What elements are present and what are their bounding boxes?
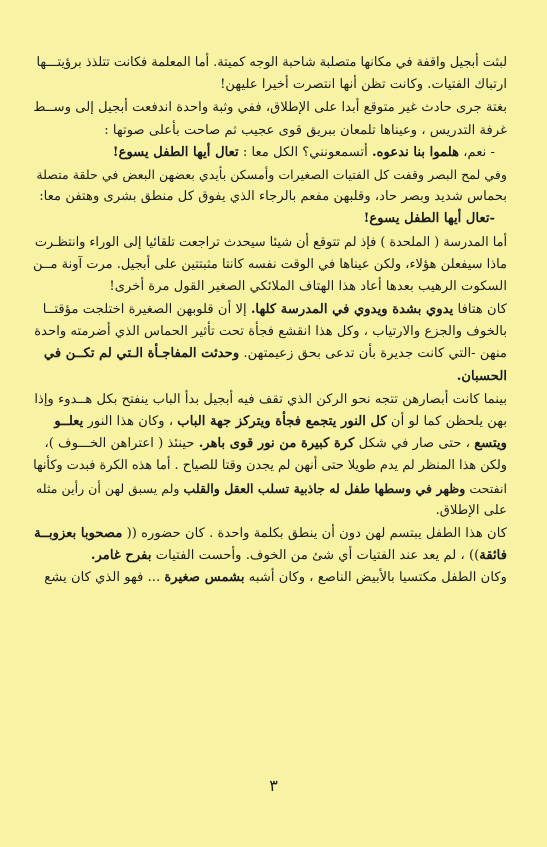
text-line xyxy=(34,478,507,500)
bold-text: فائقة xyxy=(479,548,507,564)
bold-text: يعلــو xyxy=(54,414,84,429)
text-line xyxy=(34,500,507,522)
bold-text: ويتسع xyxy=(474,436,507,452)
text-span: ، حتى صار في شكل xyxy=(354,436,475,452)
text-span: لبثت أبجيل واقفة في مكانها متصلبة شاحبة الوجه كميتة. أما المعلمة فكانت تتلذذ برؤيتـــها xyxy=(36,55,507,70)
text-line xyxy=(34,455,507,477)
bold-text: وحدثت المفاجـأة الـتي لم تكــن في xyxy=(43,346,240,362)
text-span: بالخوف والجزع والارتياب ، وكل هذا انقشع فجأة تحت تأثير الحماس الذي أضرمته واحدة xyxy=(34,324,507,340)
text-line xyxy=(34,366,507,388)
bold-text: بفرح غامر. xyxy=(90,548,152,564)
text-span: ، وكان هذا النور xyxy=(83,414,178,429)
text-line xyxy=(34,567,507,589)
text-line xyxy=(34,52,507,74)
text-span: إلا أن قلوبهن الصغيرة اختلجت مؤقتــا xyxy=(42,302,251,318)
bold-text: مصحوبا بعزوبــة xyxy=(34,525,123,541)
text-span: )) ، لم يعد عند الفتيات أي شئ من الخوف. وأحست الفتيات xyxy=(151,548,480,564)
text-line xyxy=(34,254,507,276)
text-span: ارتباك الفتيات. وكانت تظن أنها انتصرت أخيرا عليهن! xyxy=(220,77,507,93)
bold-text: وظهر في وسطها طفل له جاذبية تسلب العقل والقلب xyxy=(183,480,466,496)
bold-text: الحسبان. xyxy=(456,368,507,384)
text-span: ولكن هذا المنظر لم يدم طويلا حتى أنهن لم يجدن وقتا للصياح . أما هذه الكرة فبدت وكأنها xyxy=(33,458,507,474)
text-span: وفي لمح البصر وقفت كل الفتيات الصغيرات وأمسكن بأيدي بعضهن البعض في حلقة متصلة xyxy=(36,166,507,182)
bold-text: يدوي بشدة ويدوي في المدرسة كلها. xyxy=(250,302,454,318)
text-span: غرفة التدريس ، وعيناها تلمعان ببريق قوى عجيب ثم صاحت بأعلى صوتها : xyxy=(104,122,507,138)
text-line xyxy=(34,232,507,254)
text-span: بهن يلحظن كما لو أن xyxy=(386,414,507,429)
text-line xyxy=(34,120,507,142)
bold-text: كرة كبيرة من نور قوى باهر. xyxy=(198,436,355,452)
text-span: السكوت الرهيب بعدها أعاد هذا الهتاف الملائكي الصغير القول مرة أخرى! xyxy=(109,278,507,294)
text-span: - نعم، xyxy=(459,144,495,160)
text-line xyxy=(34,142,507,164)
text-span: بحماس شديد وبصر حاد، وقلبهن مفعم بالرجاء الذي يفوق كل منطق بشرى وهتفن معا: xyxy=(39,189,507,205)
text-span: على الإطلاق. xyxy=(435,502,507,518)
text-line xyxy=(34,321,507,343)
text-line xyxy=(34,276,507,298)
bold-text: بشمس صغيرة xyxy=(164,570,245,586)
text-line xyxy=(34,433,507,455)
bold-text: -تعال أيها الطفل يسوع! xyxy=(363,211,495,227)
text-line xyxy=(34,389,507,411)
text-line xyxy=(34,545,507,567)
text-span: حينئذ ( اعتراهن الخـــوف )، xyxy=(44,436,199,452)
text-span: انفتحت xyxy=(465,480,507,496)
text-line xyxy=(34,74,507,96)
bold-text: هلموا بنا ندعوه. xyxy=(372,144,460,160)
text-span: بينما كانت أبصارهن تتجه نحو الركن الذي تقف فيه أبجيل بدأ الباب ينفتح بكل هــدوء وإذا xyxy=(34,391,507,407)
text-line xyxy=(34,164,507,186)
text-span: وكان الطفل مكتسيا بالأبيض الناصع ، وكان أشبه xyxy=(244,570,507,586)
text-line xyxy=(34,523,507,545)
text-span: كان هذا الطفل يبتسم لهن دون أن ينطق بكلمة واحدة . كان حضوره (( xyxy=(122,525,507,541)
bold-text: تعال أيها الطفل يسوع! xyxy=(112,144,239,160)
text-line xyxy=(34,97,507,119)
page-number: ٣ xyxy=(269,776,278,795)
text-line xyxy=(34,411,507,433)
text-line xyxy=(34,343,507,365)
text-line xyxy=(34,208,507,230)
text-span: كان هتافا xyxy=(453,302,507,318)
text-span: أما المدرسة ( الملحدة ) فإذ لم تتوقع أن شيئا سيحدث تراجعت تلقائيا إلى الوراء وانتظـرت xyxy=(34,234,507,250)
text-span: ... فهو الذي كان يشع xyxy=(44,570,165,586)
bold-text: كل النور يتجمع فجأة ويتركز جهة الباب xyxy=(177,414,387,429)
text-line xyxy=(34,299,507,321)
text-span: أتسمعونني؟ الكل معا : xyxy=(238,144,373,160)
body-text xyxy=(34,52,507,590)
text-span: منهن -التي كانت جديرة بأن تدعى بحق زعيمتهن. xyxy=(239,346,507,362)
text-line xyxy=(34,186,507,208)
text-span: ماذا سيفعلن هؤلاء، ولكن عيناها في الوقت نفسه كانتا مثبتتين على أبجيل. مرت آونة مــن xyxy=(33,256,507,272)
text-span: بغتة جرى حادث غير متوقع أبدا على الإطلاق، ففي وثبة واحدة اندفعت أبجيل إلى وســط xyxy=(33,100,507,116)
text-span: ولم يسبق لهن أن رأين مثله xyxy=(36,480,184,496)
